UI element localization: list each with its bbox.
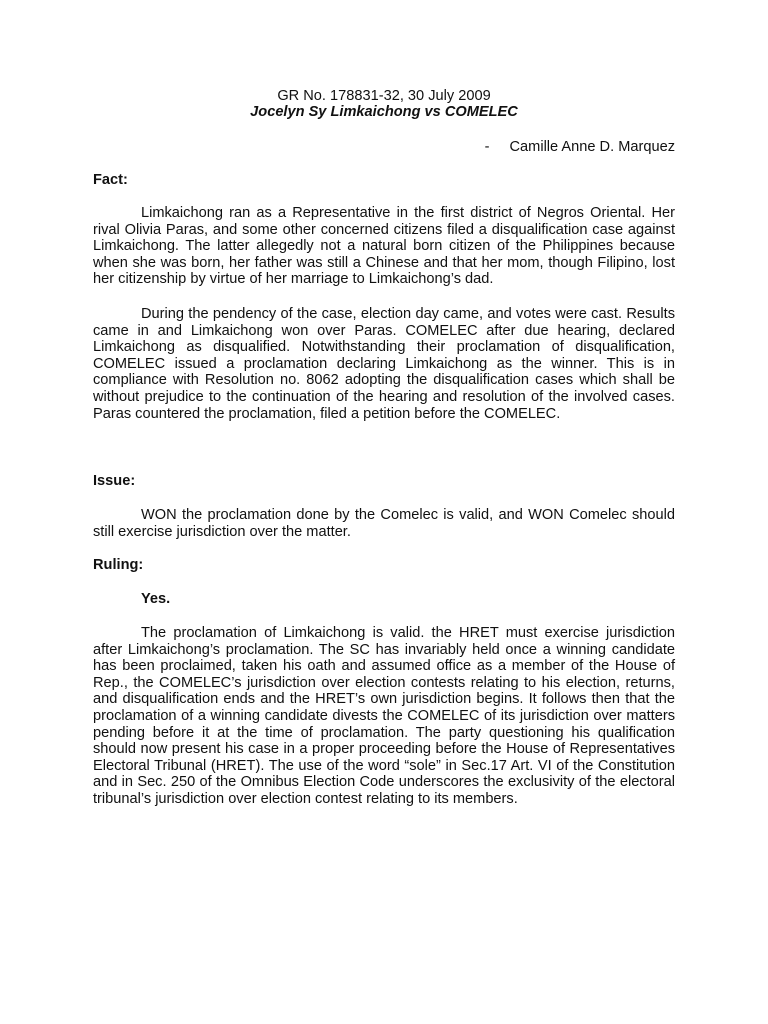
document-page	[93, 0, 675, 1024]
issue-paragraph: WON the proclamation done by the Comelec is valid, and WON Comelec should still exercise jurisdiction over the matter.	[93, 507, 675, 540]
case-number: GR No. 178831-32, 30 July 2009	[277, 88, 491, 104]
ruling-answer: Yes.	[141, 591, 171, 607]
fact-heading: Fact:	[93, 172, 128, 188]
issue-heading: Issue:	[93, 473, 136, 489]
case-title: Jocelyn Sy Limkaichong vs COMELEC	[250, 104, 518, 120]
fact-paragraph-2: During the pendency of the case, election day came, and votes were cast. Results came in and Limkaichong won over Paras. COMELEC after due hearing, declared Limkaichong as disqualified. Notwithstanding their proclamation of disqualification, COMELEC issued a proclamation declaring Limkaichong as the winner. This is in compliance with Resolution no. 8062 adopting the disqualification cases which shall be without prejudice to the continuation of the hearing and resolution of the involved cases. Paras countered the proclamation, filed a petition before the COMELEC.	[93, 306, 675, 422]
author-name: Camille Anne D. Marquez	[509, 139, 675, 155]
author-line	[93, 139, 675, 156]
fact-paragraph-1: Limkaichong ran as a Representative in the first district of Negros Oriental. Her rival Olivia Paras, and some other concerned citizens filed a disqualification case against Limkaichong. The latter allegedly not a natural born citizen of the Philippines because when she was born, her father was still a Chinese and that her mom, though Filipino, lost her citizenship by virtue of her marriage to Limkaichong’s dad.	[93, 205, 675, 288]
author-dash: -	[484, 139, 490, 155]
ruling-heading: Ruling:	[93, 557, 144, 573]
ruling-paragraph: The proclamation of Limkaichong is valid. the HRET must exercise jurisdiction after Limkaichong’s proclamation. The SC has invariably held once a winning candidate has been proclaimed, taken his oath and assumed office as a member of the House of Rep., the COMELEC’s jurisdiction over election contests relating to his election, returns, and disqualification ends and the HRET’s own jurisdiction begins. It follows then that the proclamation of a winning candidate divests the COMELEC of its jurisdiction over matters pending before it at the time of proclamation. The party questioning his qualification should now present his case in a proper proceeding before the House of Representatives Electoral Tribunal (HRET). The use of the word “sole” in Sec.17 Art. VI of the Constitution and in Sec. 250 of the Omnibus Election Code underscores the exclusivity of the electoral tribunal’s jurisdiction over election contest relating to its members.	[93, 625, 675, 807]
